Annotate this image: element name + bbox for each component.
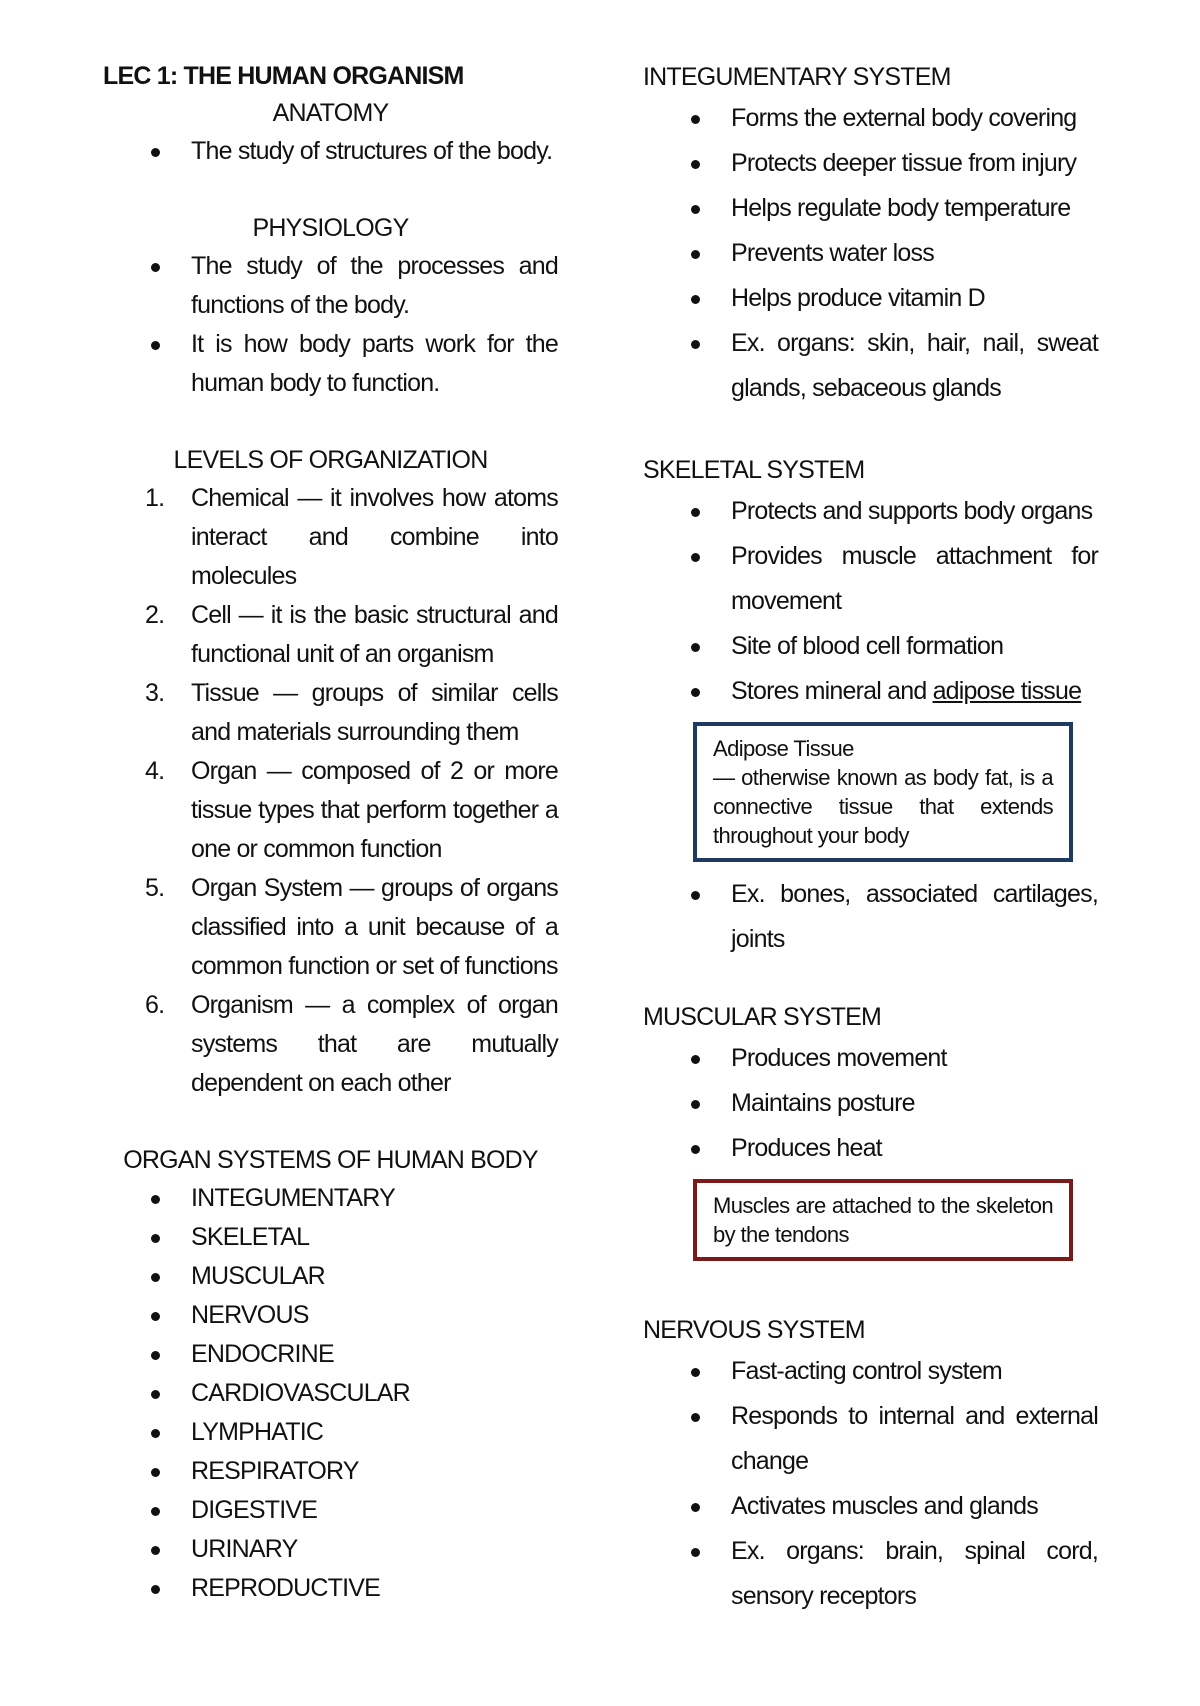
list-item: URINARY [103, 1530, 558, 1569]
bullet-icon [151, 1546, 160, 1555]
list-item: Forms the external body covering [643, 96, 1098, 141]
bullet-icon [691, 508, 700, 517]
bullet-icon [151, 1507, 160, 1516]
muscle-tendon-note-box [693, 1179, 1073, 1261]
bullet-icon [691, 1503, 700, 1512]
bullet-icon [151, 1429, 160, 1438]
bullet-icon [151, 1585, 160, 1594]
bullet-icon [691, 340, 700, 349]
list-item: Ex. organs: brain, spinal cord, sensory receptors [643, 1529, 1098, 1619]
list-item: Activates muscles and glands [643, 1484, 1098, 1529]
list-item: Site of blood cell formation [643, 624, 1098, 669]
note-text: Muscles are attached to the skeleton by the tendons [713, 1193, 1053, 1247]
bullet-icon [691, 1145, 700, 1154]
bullet-icon [151, 1468, 160, 1477]
muscular-list [643, 1036, 1098, 1171]
skeletal-list [643, 489, 1098, 714]
list-item: 6. Organism — a complex of organ systems that are mutually dependent on each other [145, 991, 558, 1097]
list-item: Provides muscle attachment for movement [643, 534, 1098, 624]
organ-systems-heading: ORGAN SYSTEMS OF HUMAN BODY [123, 1146, 538, 1174]
note-title: Adipose Tissue [713, 736, 854, 761]
skeletal-example-list [643, 872, 1098, 962]
list-item: INTEGUMENTARY [103, 1179, 558, 1218]
list-item: Maintains posture [643, 1081, 1098, 1126]
list-item: CARDIOVASCULAR [103, 1374, 558, 1413]
muscular-heading: MUSCULAR SYSTEM [643, 1003, 882, 1031]
document-title: LEC 1: THE HUMAN ORGANISM [103, 62, 464, 90]
bullet-icon [691, 1548, 700, 1557]
list-item: Prevents water loss [643, 231, 1098, 276]
anatomy-heading: ANATOMY [272, 99, 389, 127]
bullet-icon [691, 1368, 700, 1377]
list-item: Fast-acting control system [643, 1349, 1098, 1394]
physiology-heading: PHYSIOLOGY [252, 214, 409, 242]
integumentary-list [643, 96, 1098, 411]
bullet-icon [151, 1312, 160, 1321]
list-item: Protects and supports body organs [643, 489, 1098, 534]
list-item: Helps regulate body temperature [643, 186, 1098, 231]
list-item: MUSCULAR [103, 1257, 558, 1296]
list-item: 3. Tissue — groups of similar cells and materials surrounding them [145, 679, 558, 746]
list-item: Responds to internal and external change [643, 1394, 1098, 1484]
bullet-icon [151, 1234, 160, 1243]
left-column [103, 58, 558, 1608]
list-item: Ex. organs: skin, hair, nail, sweat glands, sebaceous glands [643, 321, 1098, 411]
anatomy-list [103, 132, 558, 171]
nervous-heading: NERVOUS SYSTEM [643, 1316, 865, 1344]
right-column [643, 58, 1098, 1619]
list-item: Produces heat [643, 1126, 1098, 1171]
organ-systems-list [103, 1179, 558, 1608]
bullet-icon [691, 205, 700, 214]
bullet-icon [691, 1100, 700, 1109]
bullet-icon [151, 1195, 160, 1204]
list-item: Ex. bones, associated cartilages, joints [643, 872, 1098, 962]
integumentary-heading: INTEGUMENTARY SYSTEM [643, 63, 951, 91]
list-item: The study of the processes and functions of the body. [103, 247, 558, 325]
adipose-tissue-term: adipose tissue [932, 677, 1082, 705]
levels-list [103, 479, 558, 1103]
bullet-icon [151, 148, 160, 157]
list-item: SKELETAL [103, 1218, 558, 1257]
bullet-icon [691, 688, 700, 697]
adipose-tissue-note-box [693, 722, 1073, 862]
list-item: LYMPHATIC [103, 1413, 558, 1452]
note-text: — otherwise known as body fat, is a connective tissue that extends throughout your body [713, 765, 1053, 848]
levels-heading: LEVELS OF ORGANIZATION [173, 446, 488, 474]
bullet-icon [151, 263, 160, 272]
bullet-icon [691, 553, 700, 562]
bullet-icon [151, 1390, 160, 1399]
physiology-list [103, 247, 558, 403]
bullet-icon [691, 115, 700, 124]
list-item: DIGESTIVE [103, 1491, 558, 1530]
list-item: 4. Organ — composed of 2 or more tissue types that perform together a one or common function [145, 757, 558, 863]
list-item: 2. Cell — it is the basic structural and functional unit of an organism [145, 601, 558, 668]
list-item: 1. Chemical — it involves how atoms interact and combine into molecules [145, 484, 558, 590]
bullet-icon [691, 1055, 700, 1064]
list-item: NERVOUS [103, 1296, 558, 1335]
list-item: The study of structures of the body. [103, 132, 558, 171]
list-item: It is how body parts work for the human body to function. [103, 325, 558, 403]
list-item: Stores mineral and adipose tissue [643, 669, 1098, 714]
bullet-icon [691, 891, 700, 900]
bullet-icon [691, 160, 700, 169]
bullet-icon [151, 1351, 160, 1360]
skeletal-heading: SKELETAL SYSTEM [643, 456, 865, 484]
bullet-icon [691, 1413, 700, 1422]
nervous-list [643, 1349, 1098, 1619]
list-item: ENDOCRINE [103, 1335, 558, 1374]
bullet-icon [151, 1273, 160, 1282]
list-item: RESPIRATORY [103, 1452, 558, 1491]
list-item: REPRODUCTIVE [103, 1569, 558, 1608]
list-item: Protects deeper tissue from injury [643, 141, 1098, 186]
bullet-icon [691, 250, 700, 259]
bullet-icon [691, 295, 700, 304]
bullet-icon [151, 341, 160, 350]
bullet-icon [691, 643, 700, 652]
list-item: Produces movement [643, 1036, 1098, 1081]
list-item: 5. Organ System — groups of organs classified into a unit because of a common function or set of functions [145, 874, 558, 980]
list-item: Helps produce vitamin D [643, 276, 1098, 321]
